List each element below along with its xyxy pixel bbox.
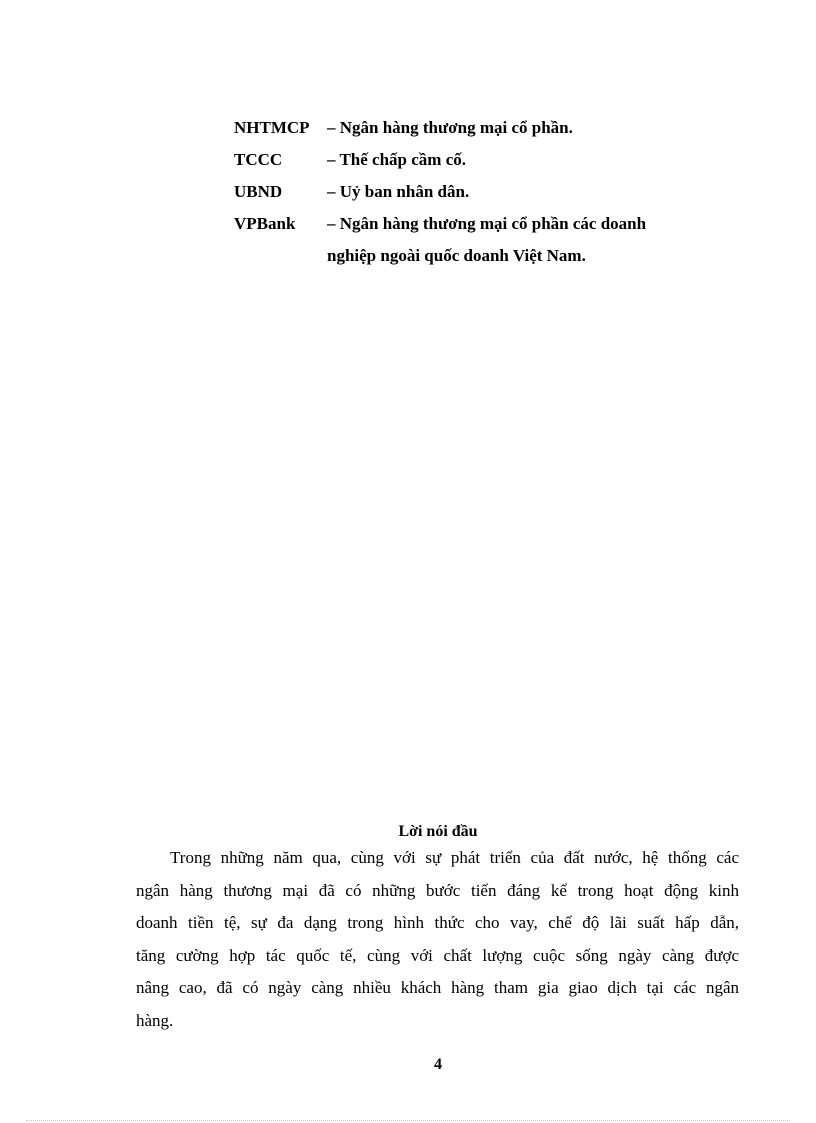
section-title: Lời nói đầu: [398, 823, 478, 840]
abbreviation-term: VPBank: [234, 214, 296, 233]
abbreviation-definition: – Thế chấp cầm cố.: [327, 150, 466, 169]
abbreviation-definition-continuation: nghiệp ngoài quốc doanh Việt Nam.: [327, 246, 586, 265]
paragraph-line: hàng.: [136, 1010, 174, 1030]
abbreviation-term: NHTMCP: [234, 118, 310, 137]
abbreviation-definition: – Uỷ ban nhân dân.: [327, 182, 470, 201]
paragraph-line: doanh tiền tệ, sự đa dạng trong hình thức cho vay, chế độ lãi suất hấp dẫn,: [136, 913, 739, 932]
paragraph-line: ngân hàng thương mại đã có những bước tiến đáng kể trong hoạt động kinh: [136, 880, 739, 900]
abbreviation-row: [234, 144, 704, 176]
introduction-paragraph: [136, 842, 739, 1037]
abbreviation-row: [234, 208, 704, 240]
page-bottom-divider: [26, 1120, 790, 1121]
abbreviation-term: TCCC: [234, 150, 283, 169]
abbreviation-list: [234, 112, 704, 272]
page-number: 4: [434, 1056, 442, 1073]
paragraph-line: tăng cường hợp tác quốc tế, cùng với chất lượng cuộc sống ngày càng được: [136, 945, 739, 965]
abbreviation-row: [234, 176, 704, 208]
abbreviation-definition: – Ngân hàng thương mại cổ phần các doanh: [327, 214, 647, 233]
abbreviation-term: UBND: [234, 182, 283, 201]
paragraph-line: Trong những năm qua, cùng với sự phát triển của đất nước, hệ thống các: [170, 848, 739, 867]
paragraph-line: nâng cao, đã có ngày càng nhiều khách hàng tham gia giao dịch tại các ngân: [136, 978, 739, 997]
abbreviation-row: [234, 112, 704, 144]
abbreviation-definition: – Ngân hàng thương mại cổ phần.: [327, 118, 573, 137]
